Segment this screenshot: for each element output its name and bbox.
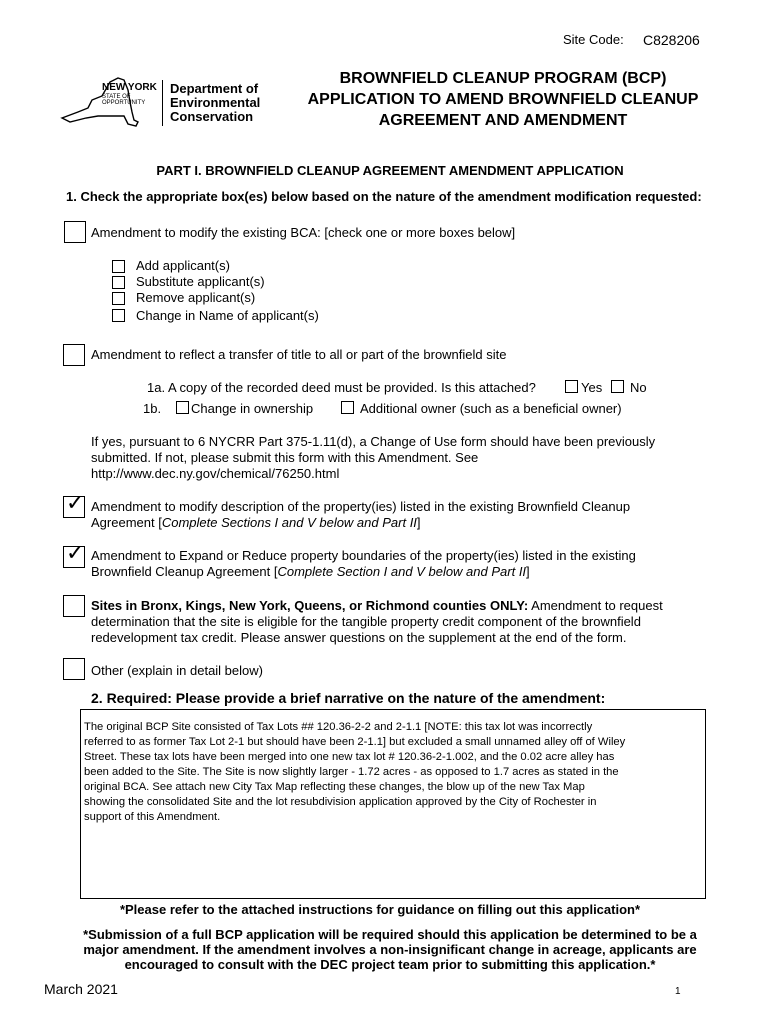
question-1: 1. Check the appropriate box(es) below based on the nature of the amendment modification requested: (66, 189, 702, 204)
boundaries-label-line2: Brownfield Cleanup Agreement [Complete Section I and V below and Part II] (91, 564, 530, 579)
other-label: Other (explain in detail below) (91, 663, 263, 678)
nyc-sites-label-line2: determination that the site is eligible for the tangible property credit component of the brownfield (91, 614, 641, 629)
other-checkbox[interactable] (63, 658, 85, 680)
site-code-label: Site Code: (563, 32, 624, 47)
deed-yes-checkbox[interactable] (565, 380, 578, 393)
dept-name-line2: Environmental (170, 95, 261, 110)
change-name-checkbox[interactable] (112, 309, 125, 322)
deed-no-checkbox[interactable] (611, 380, 624, 393)
form-title-line1: BROWNFIELD CLEANUP PROGRAM (BCP) (339, 70, 667, 87)
remove-applicant-checkbox[interactable] (112, 292, 125, 305)
deed-question: 1a. A copy of the recorded deed must be provided. Is this attached? (147, 380, 536, 395)
footer-date: March 2021 (44, 981, 118, 997)
boundaries-label-line1: Amendment to Expand or Reduce property boundaries of the property(ies) listed in the existing (91, 548, 636, 563)
ny-wordmark: NEW YORK (102, 82, 157, 93)
narrative-line: The original BCP Site consisted of Tax Lots ## 120.36-2-2 and 2-1.1 [NOTE: this tax lot was incorrectly (84, 721, 593, 733)
narrative-line: original BCA. See attach new City Tax Map reflecting these changes, the blow up of the new Tax Map (84, 781, 585, 793)
change-ownership-checkbox[interactable] (176, 401, 189, 414)
dept-name-line3: Conservation (170, 109, 254, 124)
change-ownership-label: Change in ownership (191, 401, 314, 416)
dec-logo (58, 72, 268, 132)
line-1b-label: 1b. (143, 401, 162, 416)
checkmark-icon: ✓ (66, 541, 85, 566)
additional-owner-label: Additional owner (such as a beneficial owner) (360, 401, 622, 416)
modify-description-checkbox[interactable] (63, 491, 85, 518)
transfer-title-label: Amendment to reflect a transfer of title to all or part of the brownfield site (91, 347, 507, 362)
form-title-line2: APPLICATION TO AMEND BROWNFIELD CLEANUP (307, 91, 699, 108)
submission-note-line3: encouraged to consult with the DEC project team prior to submitting this application.* (124, 957, 656, 972)
narrative-line: referred to as former Tax Lot 2-1 but should have been 2-1.1] but excluded a small unnamed alley off of Wiley (84, 736, 626, 748)
question-2: 2. Required: Please provide a brief narrative on the nature of the amendment: (91, 690, 606, 706)
modify-description-label-line1: Amendment to modify description of the property(ies) listed in the existing Brownfield Cleanup (91, 499, 631, 514)
substitute-applicant-checkbox[interactable] (112, 276, 125, 289)
submission-note-line2: major amendment. If the amendment involves a non-insignificant change in acreage, applicants are (83, 942, 697, 957)
deed-no-label: No (630, 380, 647, 395)
transfer-title-checkbox[interactable] (63, 344, 85, 366)
modify-bca-checkbox[interactable] (64, 221, 86, 243)
form-title-line3: AGREEMENT AND AMENDMENT (378, 112, 628, 129)
submission-note-line1: *Submission of a full BCP application will be required should this application be determined to be a (83, 927, 697, 942)
checkmark-icon: ✓ (66, 491, 85, 516)
ny-state-of: STATE OF (102, 94, 131, 100)
use-note-line1: If yes, pursuant to 6 NYCRR Part 375-1.11(d), a Change of Use form should have been previously (91, 434, 656, 449)
page-number: 1 (675, 986, 681, 997)
modify-description-label-line2: Agreement [Complete Sections I and V below and Part II] (91, 515, 421, 530)
additional-owner-checkbox[interactable] (341, 401, 354, 414)
narrative-line: showing the consolidated Site and the lot resubdivision application approved by the City of Rochester in (84, 796, 597, 808)
narrative-line: been added to the Site. The Site is now slightly larger - 1.72 acres - as opposed to 1.7 acres as stated in the (84, 766, 619, 778)
use-note-line2: submitted. If not, please submit this form with this Amendment. See (91, 450, 479, 465)
narrative-textarea[interactable] (80, 709, 706, 899)
instructions-note: *Please refer to the attached instructions for guidance on filling out this application* (119, 902, 641, 917)
dept-name-line1: Department of (170, 81, 259, 96)
add-applicant-checkbox[interactable] (112, 260, 125, 273)
add-applicant-label: Add applicant(s) (136, 258, 230, 273)
ny-opportunity: OPPORTUNITY (102, 100, 146, 106)
nyc-sites-label-line3: redevelopment tax credit. Please answer questions on the supplement at the end of the form. (91, 630, 627, 645)
nyc-sites-checkbox[interactable] (63, 595, 85, 617)
modify-bca-label: Amendment to modify the existing BCA: [check one or more boxes below] (91, 225, 516, 240)
logo-divider (162, 80, 163, 126)
nyc-sites-label-line1: Sites in Bronx, Kings, New York, Queens, or Richmond counties ONLY: Amendment to request (91, 598, 663, 613)
deed-yes-label: Yes (581, 380, 603, 395)
substitute-applicant-label: Substitute applicant(s) (136, 274, 265, 289)
part-heading: PART I. BROWNFIELD CLEANUP AGREEMENT AMENDMENT APPLICATION (156, 163, 624, 178)
narrative-line: Street. These tax lots have been merged into one new tax lot # 120.36-2-1.002, and the 0.02 acre alley has (84, 751, 615, 763)
narrative-line: support of this Amendment. (84, 811, 221, 823)
expand-reduce-boundaries-checkbox[interactable] (63, 541, 85, 568)
change-name-label: Change in Name of applicant(s) (136, 308, 319, 323)
change-of-use-link[interactable]: http://www.dec.ny.gov/chemical/76250.html (91, 466, 340, 481)
site-code-value: C828206 (643, 32, 700, 48)
remove-applicant-label: Remove applicant(s) (136, 290, 256, 305)
